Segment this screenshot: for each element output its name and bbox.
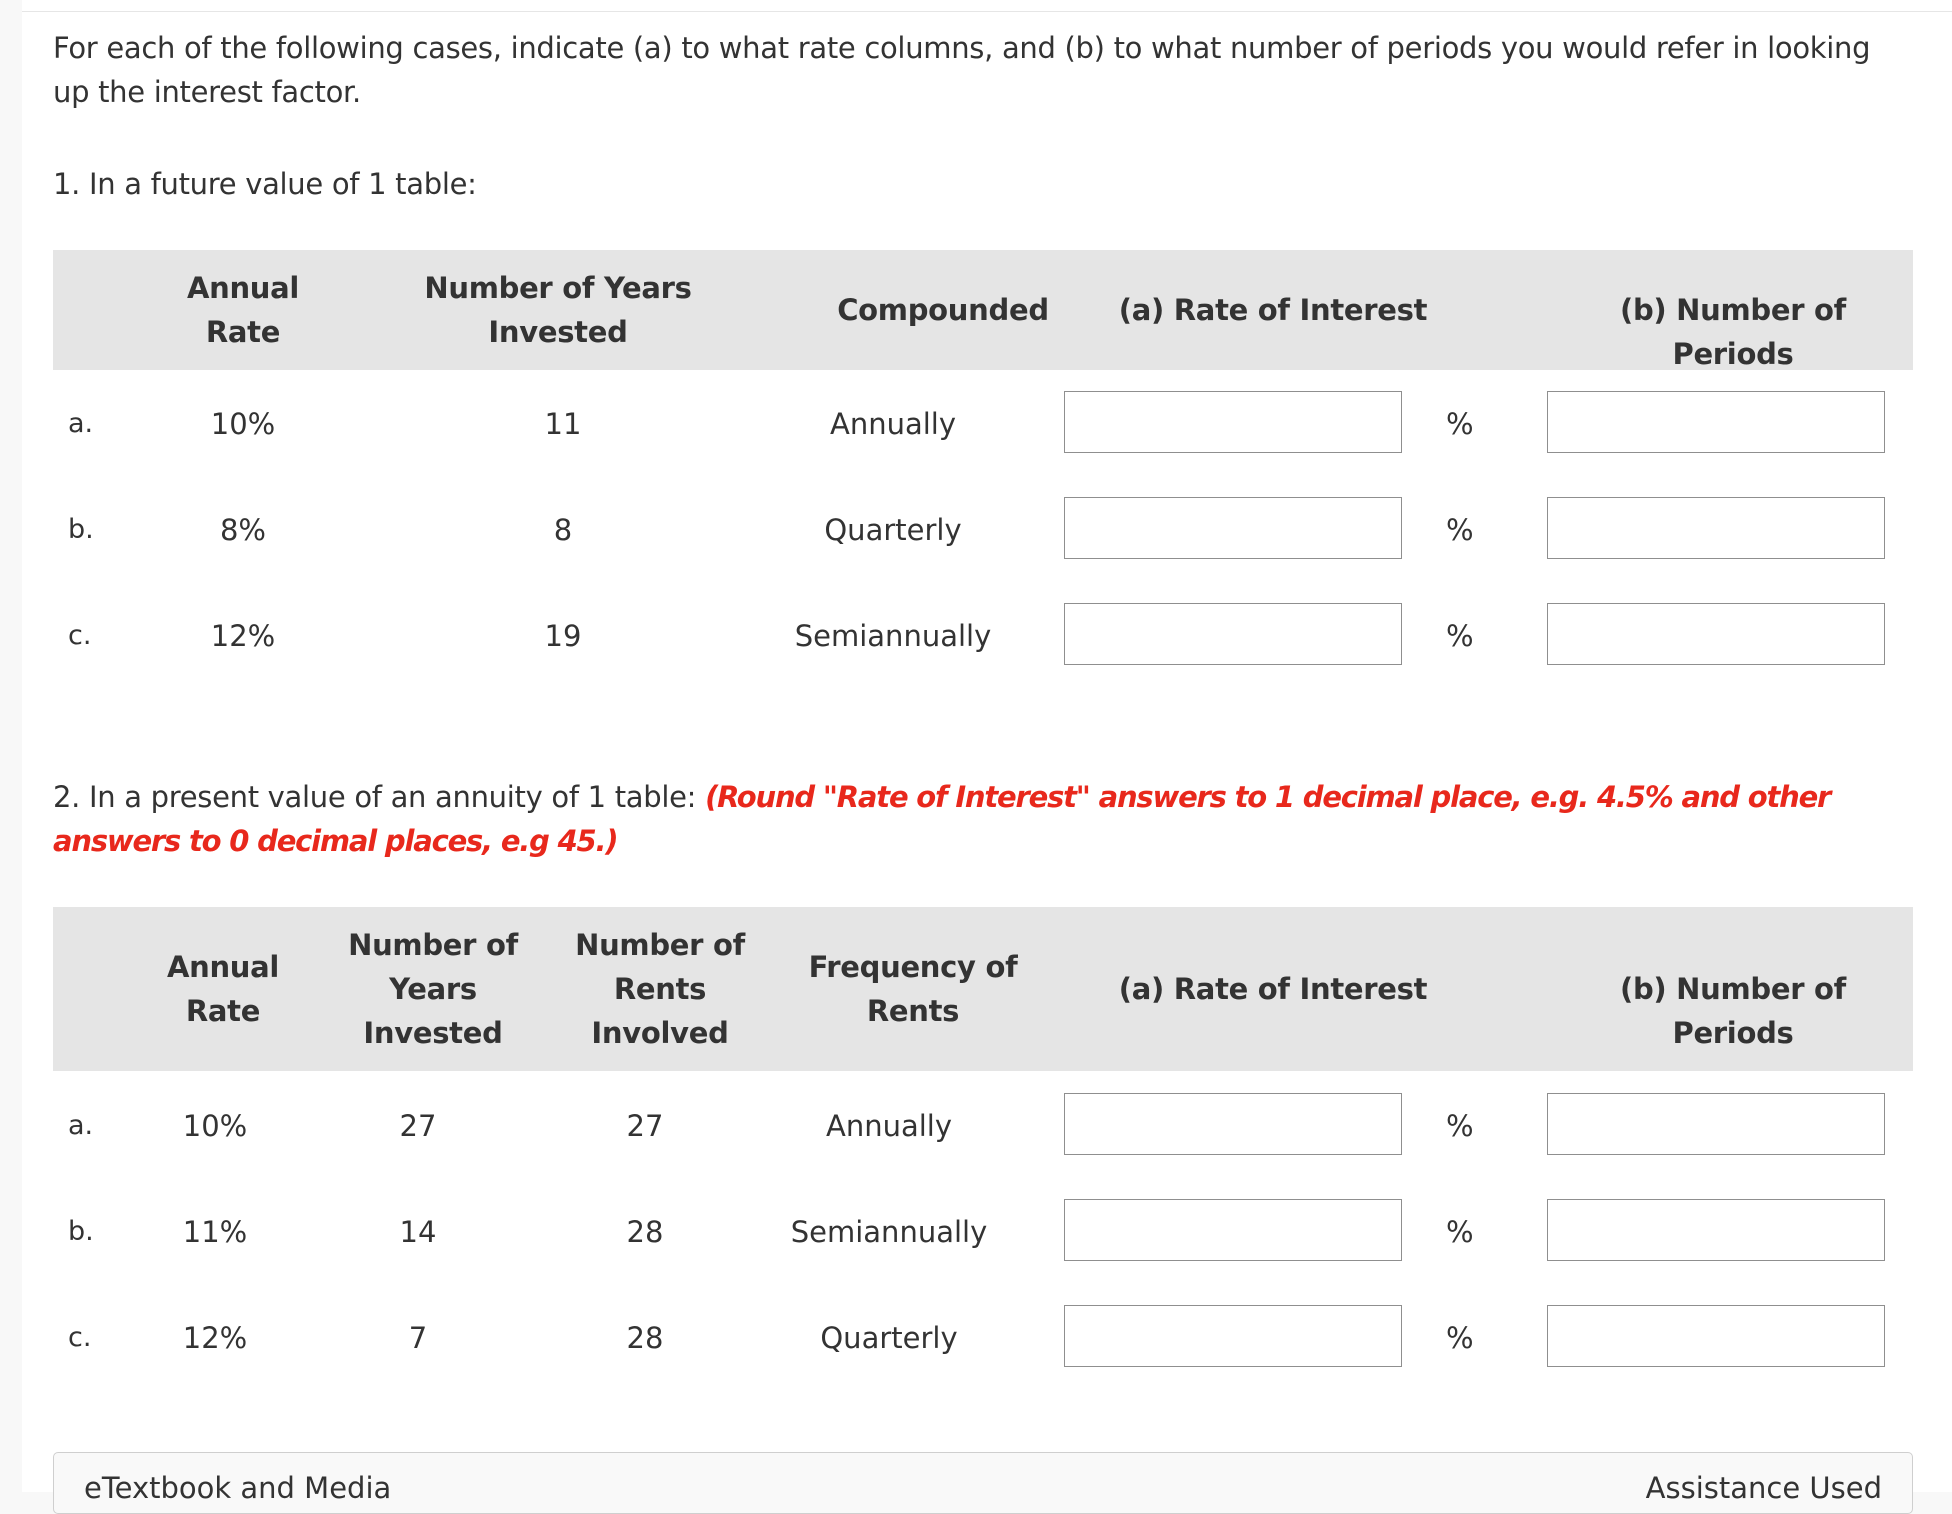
rents-cell: 27: [626, 1109, 664, 1143]
header-rate-of-interest: (a) Rate of Interest: [1118, 972, 1428, 1006]
frequency-cell: Annually: [825, 1109, 953, 1143]
number-of-periods-input[interactable]: [1547, 391, 1885, 453]
header-rate-of-interest: (a) Rate of Interest: [1118, 293, 1428, 327]
compounded-cell: Quarterly: [824, 513, 962, 547]
percent-sign: %: [1446, 1321, 1474, 1355]
percent-sign: %: [1446, 619, 1474, 653]
row-label: b.: [68, 1216, 94, 1247]
annual-rate-cell: 10%: [182, 1109, 248, 1143]
etextbook-media-label[interactable]: eTextbook and Media: [84, 1471, 392, 1505]
percent-sign: %: [1446, 1215, 1474, 1249]
header-annual-rate: Annual Rate: [166, 950, 280, 1028]
number-of-periods-input[interactable]: [1547, 1199, 1885, 1261]
rents-cell: 28: [626, 1321, 664, 1355]
years-cell: 19: [544, 619, 582, 653]
header-frequency-of-rents: Frequency of Rents: [808, 950, 1018, 1028]
question-intro: For each of the following cases, indicate (a) to what rate columns, and (b) to what number of periods you would refer in looking up the interest factor.: [53, 31, 1871, 109]
header-number-of-periods: (b) Number of Periods: [1620, 293, 1846, 371]
row-label: a.: [68, 1110, 94, 1141]
years-cell: 8: [553, 513, 573, 547]
rate-of-interest-input[interactable]: [1064, 603, 1402, 665]
part2-title: [53, 775, 1923, 863]
annual-rate-cell: 8%: [219, 513, 266, 547]
etextbook-media-panel[interactable]: [53, 1452, 1913, 1514]
frequency-cell: Semiannually: [790, 1215, 988, 1249]
number-of-periods-input[interactable]: [1547, 603, 1885, 665]
years-cell: 7: [408, 1321, 428, 1355]
rate-of-interest-input[interactable]: [1064, 391, 1402, 453]
percent-sign: %: [1446, 407, 1474, 441]
annual-rate-cell: 11%: [182, 1215, 248, 1249]
row-label: a.: [68, 408, 94, 439]
rate-of-interest-input[interactable]: [1064, 497, 1402, 559]
header-years-invested: Number of Years Invested: [348, 928, 518, 1050]
header-compounded: Compounded: [837, 293, 1049, 327]
header-rents-involved: Number of Rents Involved: [575, 928, 745, 1050]
number-of-periods-input[interactable]: [1547, 1305, 1885, 1367]
frequency-cell: Quarterly: [820, 1321, 958, 1355]
rate-of-interest-input[interactable]: [1064, 1305, 1402, 1367]
number-of-periods-input[interactable]: [1547, 497, 1885, 559]
years-cell: 11: [544, 407, 582, 441]
annual-rate-cell: 12%: [210, 619, 276, 653]
part1-table-header: [53, 250, 1913, 370]
header-number-of-periods: (b) Number of Periods: [1620, 972, 1846, 1050]
rate-of-interest-input[interactable]: [1064, 1199, 1402, 1261]
annual-rate-cell: 10%: [210, 407, 276, 441]
percent-sign: %: [1446, 513, 1474, 547]
rounding-instruction: (Round "Rate of Interest" answers to 1 decimal place, e.g. 4.5% and other answers to 0 decimal places, e.g 45.): [53, 780, 1831, 858]
years-cell: 14: [399, 1215, 437, 1249]
question-panel: [22, 0, 1952, 1492]
years-cell: 27: [399, 1109, 437, 1143]
percent-sign: %: [1446, 1109, 1474, 1143]
compounded-cell: Semiannually: [794, 619, 992, 653]
divider: [22, 11, 1952, 12]
row-label: c.: [68, 620, 92, 651]
annual-rate-cell: 12%: [182, 1321, 248, 1355]
rate-of-interest-input[interactable]: [1064, 1093, 1402, 1155]
part2-title-text: 2. In a present value of an annuity of 1 table:: [53, 780, 706, 814]
part2-table-header: [53, 907, 1913, 1071]
part1-title: 1. In a future value of 1 table:: [53, 167, 477, 201]
compounded-cell: Annually: [829, 407, 957, 441]
row-label: c.: [68, 1322, 92, 1353]
number-of-periods-input[interactable]: [1547, 1093, 1885, 1155]
assistance-used-label: Assistance Used: [1645, 1471, 1882, 1505]
row-label: b.: [68, 514, 94, 545]
rents-cell: 28: [626, 1215, 664, 1249]
header-annual-rate: Annual Rate: [186, 271, 300, 349]
header-years-invested: Number of Years Invested: [424, 271, 692, 349]
